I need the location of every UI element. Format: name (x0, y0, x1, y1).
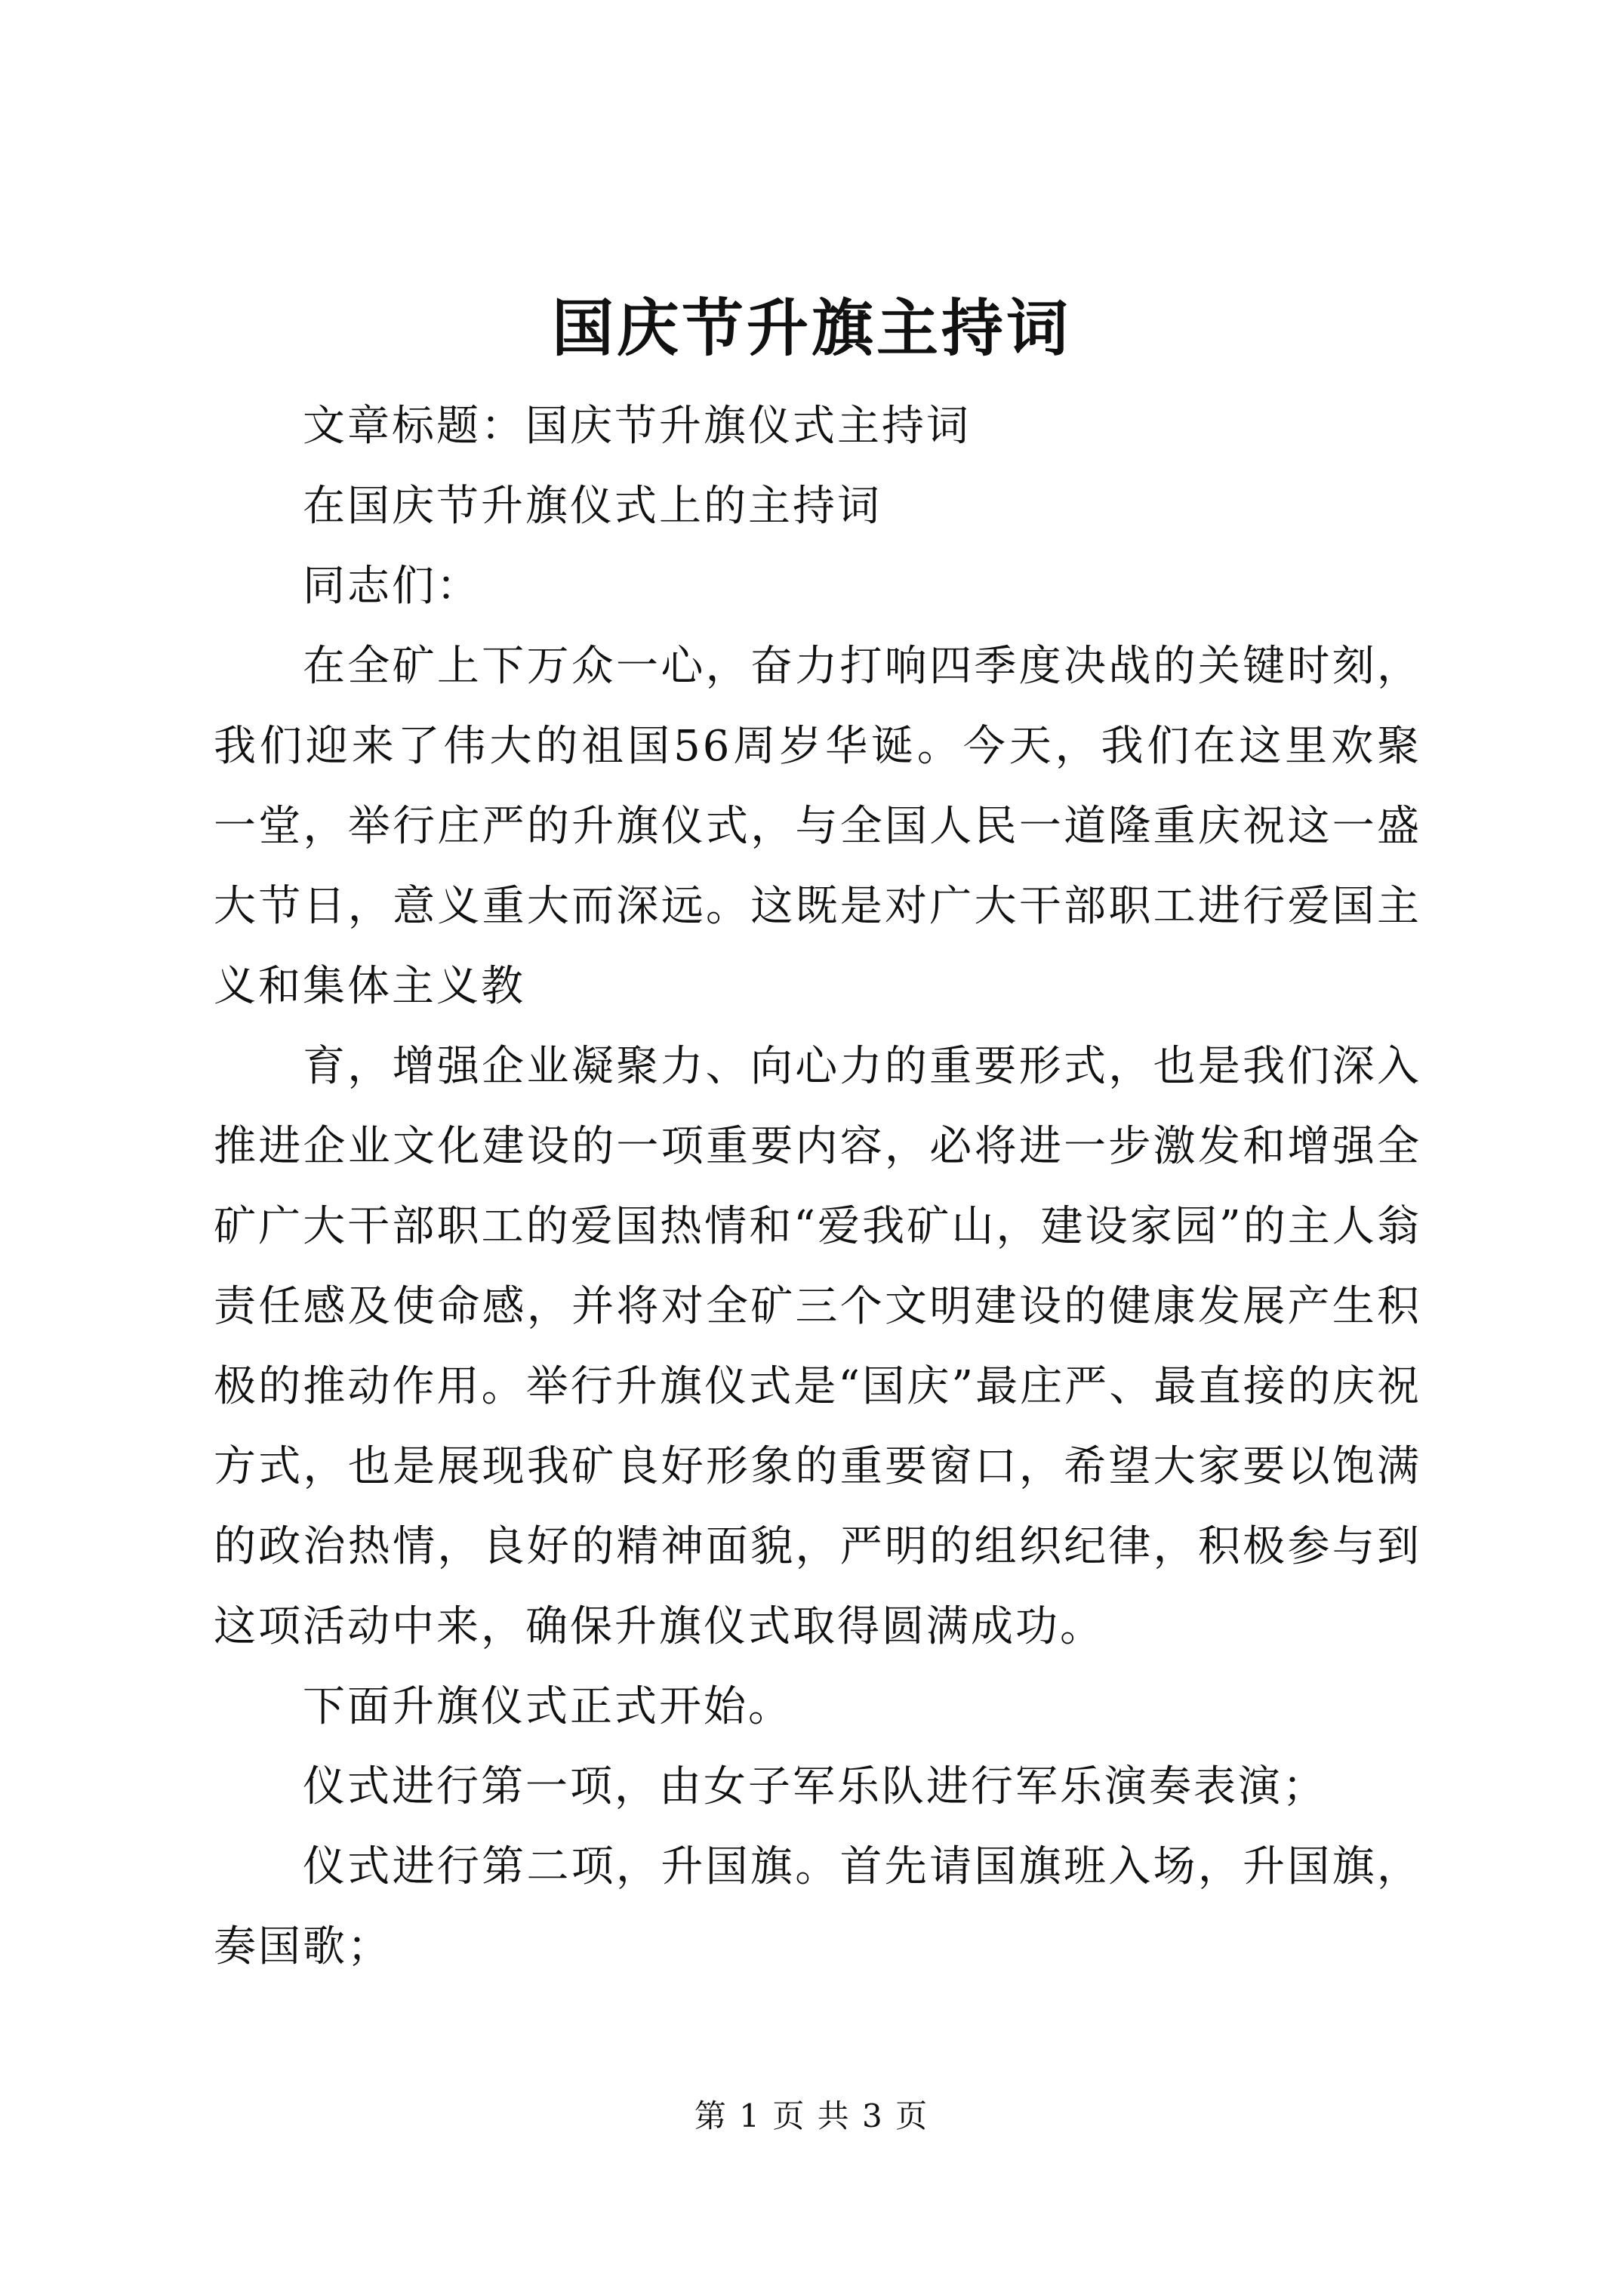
paragraph-item-2: 仪式进行第二项，升国旗。首先请国旗班入场，升国旗，奏国歌； (214, 1842, 1421, 1971)
paragraph-article-title: 文章标题：国庆节升旗仪式主持词 (303, 402, 971, 451)
paragraph-salutation: 同志们： (303, 562, 481, 611)
paragraph-body-2: 育，增强企业凝聚力、向心力的重要形式，也是我们深入推进企业文化建设的一项重要内容，必将进一步激发和增强全矿广大干部职工的爱国热情和“爱我矿山，建设家园”的主人翁责任感及使命感，并将对全矿三个文明建设的健康发展产生积极的推动作用。举行升旗仪式是“国庆”最庄严、最直接的庆祝方式，也是展现我矿良好形象的重要窗口，希望大家要以饱满的政治热情，良好的精神面貌，严明的组织纪律，积极参与到这项活动中来，确保升旗仪式取得圆满成功。 (214, 1042, 1421, 1651)
document-body (214, 387, 1421, 1987)
paragraph-body-1: 在全矿上下万众一心，奋力打响四季度决战的关键时刻，我们迎来了伟大的祖国56周岁华诞。今天，我们在这里欢聚一堂，举行庄严的升旗仪式，与全国人民一道隆重庆祝这一盛大节日，意义重大而深远。这既是对广大干部职工进行爱国主义和集体主义教 (214, 642, 1421, 1011)
paragraph-item-1: 仪式进行第一项，由女子军乐队进行军乐演奏表演； (303, 1762, 1327, 1811)
paragraph-start: 下面升旗仪式正式开始。 (303, 1682, 793, 1731)
paragraph-subtitle: 在国庆节升旗仪式上的主持词 (303, 482, 882, 531)
document-title: 国庆节升旗主持词 (551, 292, 1071, 365)
page-footer: 第 1 页 共 3 页 (694, 2097, 929, 2134)
